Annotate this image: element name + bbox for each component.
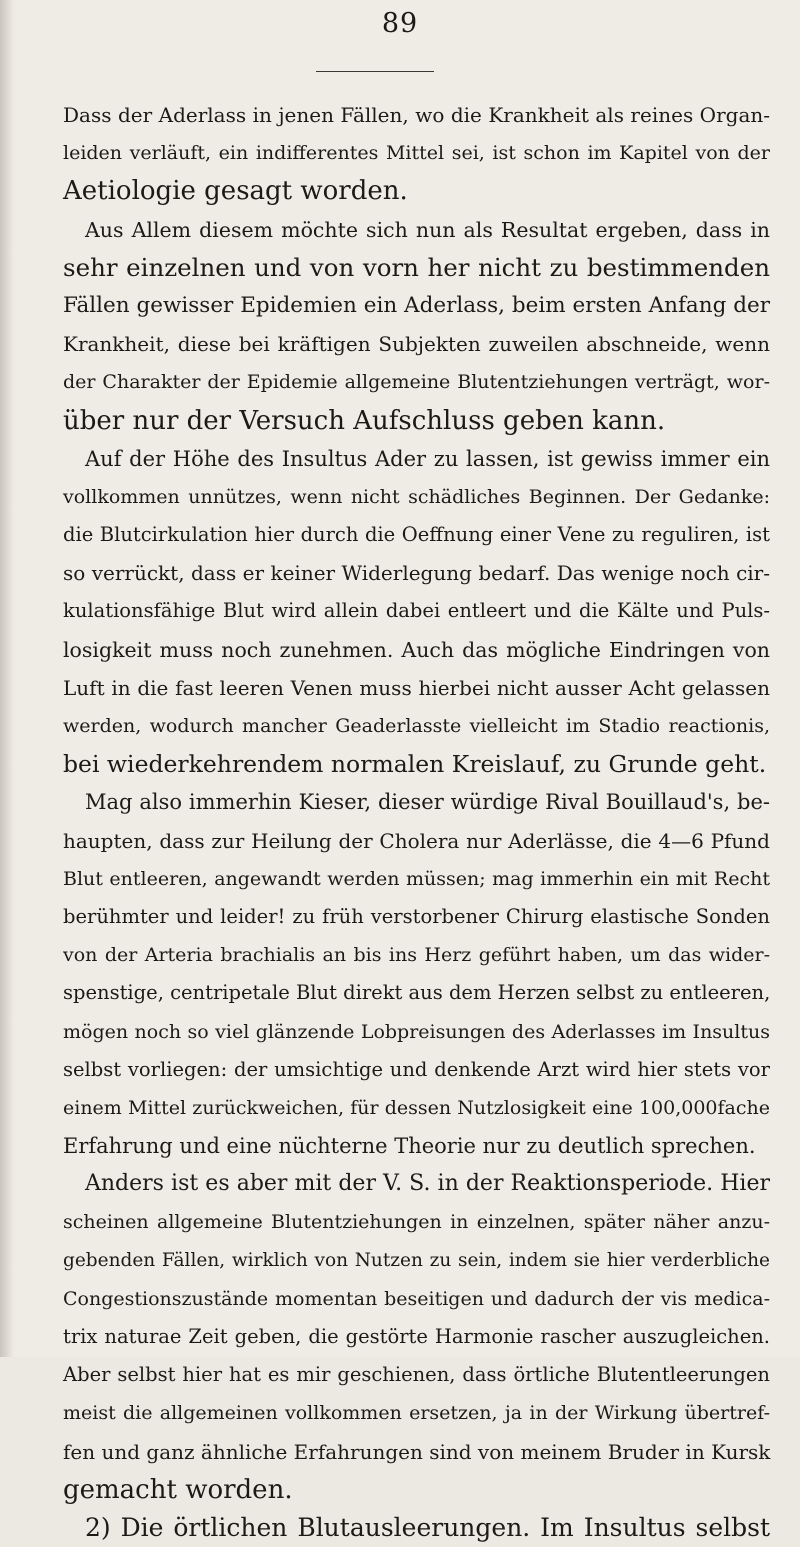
- text-line: vollkommen unnützes, wenn nicht schädliches Beginnen. Der Gedanke:: [63, 485, 770, 508]
- header-rule: [316, 71, 434, 72]
- text-line: werden, wodurch mancher Geaderlasste vielleicht im Stadio reactionis,: [63, 715, 770, 737]
- text-line: einem Mittel zurückweichen, für dessen Nutzlosigkeit eine 100,000fache: [63, 1096, 770, 1119]
- text-line: Fällen gewisser Epidemien ein Aderlass, beim ersten Anfang der: [63, 292, 770, 318]
- binding-shadow: [0, 0, 14, 1357]
- text-line: haupten, dass zur Heilung der Cholera nur Aderlässe, die 4—6 Pfund: [63, 828, 770, 853]
- text-line: von der Arteria brachialis an bis ins Herz geführt haben, um das wider-: [63, 944, 770, 967]
- text-line: bei wiederkehrendem normalen Kreislauf, zu Grunde geht.: [63, 750, 767, 779]
- text-line: Blut entleeren, angewandt werden müssen; mag immerhin ein mit Recht: [63, 867, 770, 890]
- text-line: kulationsfähige Blut wird allein dabei entleert und die Kälte und Puls-: [63, 599, 770, 623]
- text-line: Aus Allem diesem möchte sich nun als Resultat ergeben, dass in: [85, 217, 770, 242]
- text-line: Luft in die fast leeren Venen muss hierbei nicht ausser Acht gelassen: [63, 675, 770, 700]
- text-line: scheinen allgemeine Blutentziehungen in einzelnen, später näher anzu-: [63, 1211, 770, 1234]
- text-line: die Blutcirkulation hier durch die Oeffnung einer Vene zu reguliren, ist: [63, 523, 770, 547]
- text-line: Aetiologie gesagt worden.: [63, 176, 408, 207]
- text-line: spenstige, centripetale Blut direkt aus dem Herzen selbst zu entleeren,: [63, 981, 771, 1005]
- text-line: gemacht worden.: [63, 1474, 293, 1505]
- text-line: Auf der Höhe des Insultus Ader zu lassen, ist gewiss immer ein: [85, 446, 770, 471]
- text-line: Anders ist es aber mit der V. S. in der Reaktionsperiode. Hier: [85, 1171, 770, 1197]
- text-line: sehr einzelnen und von vorn her nicht zu bestimmenden: [63, 252, 770, 282]
- text-line: 2) Die örtlichen Blutausleerungen. Im Insultus selbst: [85, 1512, 770, 1542]
- text-line: über nur der Versuch Aufschluss geben kann.: [63, 405, 666, 436]
- body-text: [63, 96, 770, 1547]
- text-line: fen und ganz ähnliche Erfahrungen sind von meinem Bruder in Kursk: [63, 1439, 771, 1464]
- text-line: berühmter und leider! zu früh verstorbener Chirurg elastische Sonden: [63, 904, 770, 928]
- text-line: gebenden Fällen, wirklich von Nutzen zu sein, indem sie hier verderbliche: [63, 1249, 770, 1271]
- text-line: selbst vorliegen: der umsichtige und denkende Arzt wird hier stets vor: [63, 1057, 770, 1081]
- text-line: meist die allgemeinen vollkommen ersetzen, ja in der Wirkung übertref-: [63, 1402, 770, 1425]
- text-line: leiden verläuft, ein indifferentes Mittel sei, ist schon im Kapitel von der: [63, 142, 770, 165]
- text-line: losigkeit muss noch zunehmen. Auch das mögliche Eindringen von: [63, 637, 770, 662]
- text-line: trix naturae Zeit geben, die gestörte Harmonie rascher auszugleichen.: [63, 1325, 770, 1348]
- text-line: Erfahrung und eine nüchterne Theorie nur zu deutlich sprechen.: [63, 1134, 756, 1159]
- text-line: Dass der Aderlass in jenen Fällen, wo die Krankheit als reines Organ-: [63, 103, 770, 127]
- text-line: Mag also immerhin Kieser, dieser würdige Rival Bouillaud's, be-: [85, 790, 770, 815]
- text-line: der Charakter der Epidemie allgemeine Blutentziehungen verträgt, wor-: [63, 371, 770, 394]
- text-line: mögen noch so viel glänzende Lobpreisungen des Aderlasses im Insultus: [63, 1020, 770, 1043]
- text-line: Krankheit, diese bei kräftigen Subjekten zuweilen abschneide, wenn: [63, 332, 770, 357]
- page-number: 89: [381, 8, 419, 39]
- text-line: so verrückt, dass er keiner Widerlegung bedarf. Das wenige noch cir-: [63, 561, 770, 586]
- text-line: Aber selbst hier hat es mir geschienen, dass örtliche Blutentleerungen: [63, 1363, 770, 1387]
- text-line: Congestionszustände momentan beseitigen und dadurch der vis medica-: [63, 1287, 770, 1310]
